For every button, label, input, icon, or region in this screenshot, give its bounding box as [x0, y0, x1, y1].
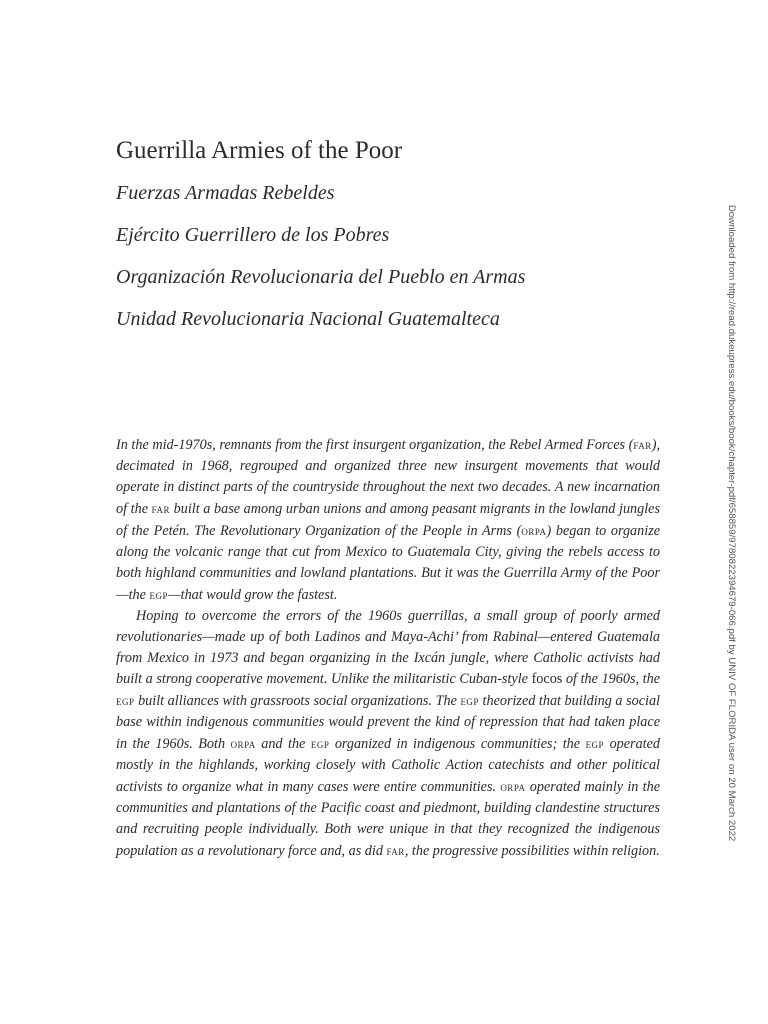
- acronym-egp: egp: [149, 587, 169, 602]
- text-run: —that would grow the fastest.: [168, 587, 338, 603]
- text-run: In the mid-1970s, remnants from the first insurgent organization, the Rebel Armed Forces (: [116, 437, 634, 453]
- paragraph-2: [116, 606, 660, 862]
- body-text: [116, 434, 660, 862]
- download-watermark-text: Downloaded from http://read.dukeupress.edu/books/book/chapter-pdf/658859/9780822394679-066.pdf by UNIV OF FLORIDA user on 20 March 2022: [726, 205, 737, 842]
- text-run: , the progressive possibilities within religion.: [404, 843, 660, 859]
- text-run: ), decimated in 1968, regrouped and organized three new insurgent movements that would operate in distinct parts of the countryside throughout the next two decades. A new incarnation of the: [116, 437, 660, 517]
- text-run: operated mainly in the communities and plantations of the Pacific coast and piedmont, building clandestine structures and recruiting people individually. Both were unique in that they recognized the indigenous population as a revolutionary force and, as did: [116, 779, 660, 859]
- subtitle-urng: Unidad Revolucionaria Nacional Guatemalteca: [116, 308, 500, 330]
- acronym-far: far: [633, 437, 652, 452]
- text-run: of the 1960s, the: [562, 671, 660, 687]
- text-run: and the: [255, 736, 311, 752]
- subtitle-orpa: Organización Revolucionaria del Pueblo en Armas: [116, 266, 526, 288]
- text-run: built alliances with grassroots social organizations. The: [134, 693, 461, 709]
- acronym-far: far: [151, 501, 170, 516]
- paragraph-1: [116, 434, 660, 606]
- acronym-orpa: orpa: [500, 779, 526, 794]
- text-run: ) began to organize along the volcanic range that cut from Mexico to Guatemala City, giving the rebels access to both highland communities and lowland plantations. But it was the Guerrilla Army of the Poor—the: [116, 523, 661, 603]
- download-watermark: [724, 205, 742, 842]
- acronym-egp: egp: [460, 693, 479, 708]
- text-run: operated mostly in the highlands, working closely with Catholic Action catechists and other political activists to organize what in many cases were entire communities.: [116, 736, 660, 795]
- acronym-egp: egp: [116, 693, 135, 708]
- acronym-orpa: orpa: [230, 736, 256, 751]
- acronym-orpa: orpa: [521, 523, 547, 538]
- acronym-far: far: [386, 843, 405, 858]
- text-run: theorized that building a social base within indigenous communities would prevent the kind of repression that had taken place in the 1960s. Both: [116, 693, 660, 752]
- chapter-title: Guerrilla Armies of the Poor: [116, 137, 403, 164]
- acronym-egp: egp: [310, 736, 330, 751]
- text-run: built a base among urban unions and among peasant migrants in the lowland jungles of the Petén. The Revolutionary Organization of the People in Arms (: [116, 501, 660, 539]
- acronym-egp: egp: [585, 736, 605, 751]
- subtitle-far: Fuerzas Armadas Rebeldes: [116, 182, 335, 204]
- text-run: organized in indigenous communities; the: [329, 736, 586, 752]
- term-focos: focos: [531, 671, 563, 687]
- text-run: Hoping to overcome the errors of the 1960s guerrillas, a small group of poorly armed revolutionaries—made up of both Ladinos and Maya-Achi’ from Rabinal—entered Guatemala from Mexico in 1973 and began organizing in the Ixcán jungle, where Catholic activists had built a strong cooperative movement. Unlike the militaristic Cuban-style: [116, 608, 660, 687]
- subtitle-egp: Ejército Guerrillero de los Pobres: [116, 224, 390, 246]
